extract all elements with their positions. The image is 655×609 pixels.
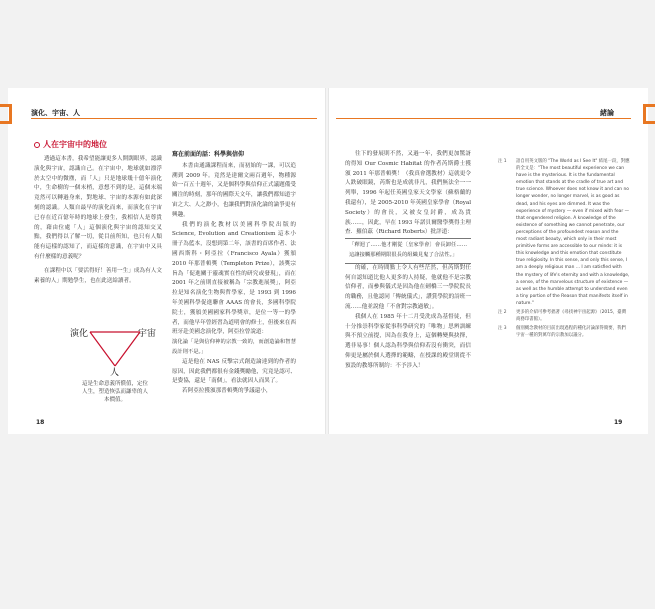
paragraph: 在課程中以「要活得好！善用一生」成為有人文素養的人」期勉學生，也在此送給讀者。	[34, 267, 162, 284]
block-quote: 「釋迴了……他才剛從〔皇家學會〕會長卸任……這讓接觸那種期限很長的組織見鬼了合法性。」	[345, 238, 471, 264]
page-number-right: 19	[614, 419, 623, 426]
diagram-edge-right	[115, 332, 140, 366]
paragraph: 往下的發展則不然，又過一年，我們更加驚訝的得知 Our Cosmic Habitat 的作者芮斯爵士獲頒 2011 年那普頓獎！（我真會選教材）這就更令人跌破眼鏡，芮斯也是成就非凡，我們無法全一一列舉，1996 年起任英國皇家天文學家（蘇格蘭的我還有），是 2005-2010 年英國皇家學會（Royal Society）的會長，又被女皇封爵，成為貴族……，因此，早在 1993 年諾貝爾醫學獎得主理查．羅伯茲（Richard Roberts）批評道：	[345, 151, 471, 236]
diagram-label-evolution: 演化	[70, 329, 89, 339]
section-title	[34, 139, 107, 150]
paragraph: 若阿亞拉獲頒那普頓獎的爭議還小，	[182, 388, 272, 395]
column-right-1	[345, 150, 471, 372]
section-title-text: 人在宇宙中的地位	[43, 140, 107, 149]
subhead: 寫在前面的話：科學與信仰	[172, 151, 245, 158]
paragraph: 透過這本書，我希望能讓更多人開闊眼界，認識演化與宇宙，認識自己。在宇宙中，地球就如漂浮於太空中的微塵，而「人」只是地球幾十億年演化中，生命樹的一個末梢，意想不到的是，這個末端竟然可以轉過身來，對地球、宇宙的本源有如此深刻的認識。人類自最早的演化而來，而演化在宇宙已存在近百億年時的地球上發生，我相信人是尊貴的，藉由位處「人」這個演化與宇宙的認知交叉點，我們得以了解一切，從目前所知，也只有人類能有這樣的認知了，而這樣的意識，在宇宙中又具有什麼樣的意義呢？	[34, 156, 162, 260]
diagram-caption: 這是生命意義所償值，定位人生，塑造恢弘而謙卑的人本價值。	[81, 381, 148, 403]
paragraph: 的確，在時間點上令人有些茫然，但芮斯對任何自認知道比他人更多的人持疑，他就他不是宗教信仰者，而參與儀式是因為他在劍橋三一學院院長的職務，且他認同「傳統儀式」，讚賞學院的詩班一流……他並說他「不會對宗教過敏」。	[345, 264, 471, 310]
column-left-2	[172, 150, 296, 397]
footnote-number: 注 1	[498, 159, 507, 164]
page-number-left: 18	[36, 419, 45, 426]
footnote	[498, 309, 630, 323]
column-left-1	[34, 155, 162, 286]
left-thumb-tab	[0, 104, 12, 124]
diagram-label-universe: 宇宙	[138, 329, 157, 339]
right-thumb-tab	[643, 104, 655, 124]
footnotes-column	[498, 158, 630, 341]
right-running-head: 緒論	[600, 109, 614, 117]
paragraph: 我個人在 1985 年十二月受洗成為基督徒，但十分推崇科學家從事科學研究的「唯物」思辨訓練與不預立前提，因為在我身上，這個轉變與抉擇，選非易事！個人認為科學與信仰若沒有衝突，而信仰更是屬於個人選擇的範疇，在授課的殿堂則從不預設的教導所制約：不予涉入！	[345, 313, 471, 369]
footnote-text: 更多的介紹可參考拙著《尋找神宇宙起源》（2015，臺灣商務印書館）。	[516, 309, 626, 323]
paragraph: 這是他在 NAS 反擊宗式創造論達到的作者的原因，因此我們都很有金錢獎勵他，究竟是認可、是姿協，還是「南個」，看法就因人而異了。	[172, 358, 296, 385]
footnote-text: 個別概念教材的目前出現過程的種化討論深得簡要，我們宇宙一種的對萬年的宗教加以議分。	[516, 326, 626, 339]
diagram-edge-left	[90, 332, 115, 366]
left-running-head: 演化、宇宙、人	[31, 109, 80, 117]
footnote-text: 語自用英文版的 "The World as I See It" 結尾一段，對應的全文是："The most beautiful experience we can have is the mysterious. It is the fundamental emotion that stands at the cradle of true art and true science. Whoever does not know it and can no longer wonder, no longer marvel, is as good as dead, and his eyes are dimmed. It was the experience of mystery — even if mixed with fear — that engendered religion. A knowledge of the existence of something we cannot penetrate, our perceptions of the profoundest reason and the most radiant beauty, which only in their most primitive forms are accessible to our minds: it is this knowledge and this emotion that constitute true religiosity. In this sense, and only this sense, I am a deeply religious man ... I am satisfied with the mystery of life's eternity and with a knowledge, a sense, of the marvelous structure of existence — as well as the humble attempt to understand even a tiny portion of the Reason that manifests itself in nature."	[516, 159, 630, 306]
diagram-label-human: 人	[110, 368, 120, 378]
footnote-number: 注 3	[498, 326, 507, 332]
footnote-number: 注 2	[498, 309, 507, 315]
paragraph: 我們的演化教材以美國科學院出版的 Science, Evolution and Creationism 這本小冊子為藍本，沒想到第二年，該書的首席作者、法國西斯科・阿亞拉（Francisco Ayala）獲頒 2010 年那普頓獎（Templeton Prize），該獎宗旨為「促進關于靈魂實在性的研究或發現」，而在 2001 年之前則直接被稱為「宗教進展獎」，阿亞拉是知名演化生物與哲學家，是 1993 到 1996 年美國科學促進聯會 AAAS 的會長，多國科學院院士，獲頒美國國家科學獎章，是位一等一的學者，而他早年曾經習為道明會的修士，但後來在西班牙赴美國念演化學，阿亞拉曾說道：	[172, 221, 296, 336]
footnote	[498, 325, 630, 339]
book-gutter	[325, 88, 329, 434]
left-head-rule	[31, 118, 317, 119]
block-quote: 演化論「是與信仰神的宗教一致的，而創造論和智慧設計則不是。」	[172, 339, 296, 355]
paragraph: 本書由通識課程而來，而初始的一課，可以追溯到 2009 年。竟然是達爾文兩百週年，物種源始一百五十週年，又是個科學與信仰正式議題備受關注的時刻，那年的國際天文年，讓我們都知道宇宙之大、人之渺小，也讓我們對演化論的論爭更有興趣。	[172, 162, 296, 218]
triangle-diagram	[70, 322, 160, 410]
right-head-rule	[336, 118, 631, 119]
footnote	[498, 158, 630, 307]
circle-bullet-icon	[34, 142, 40, 148]
